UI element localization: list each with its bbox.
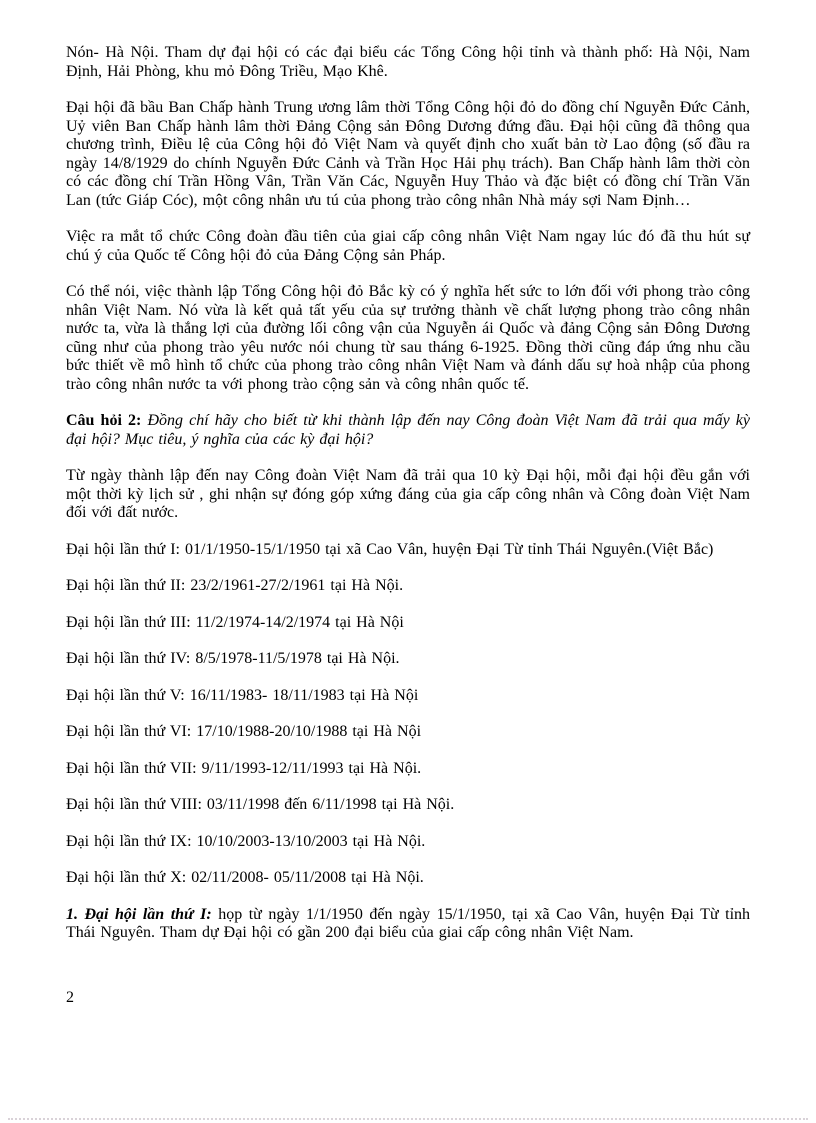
paragraph-central-committee-election: Đại hội đã bầu Ban Chấp hành Trung ương lâm thời Tổng Công hội đỏ do đồng chí Nguyễn Đức Cảnh, Uỷ viên Ban Chấp hành lâm thời Đảng Cộng sản Đông Dương đứng đầu. Đại hội cũng đã thông qua chương trình, Điều lệ của Công hội đỏ Việt Nam và quyết định cho xuất bản tờ Lao động (số đầu ra ngày 14/8/1929 do chính Nguyễn Đức Cảnh và Trần Học Hải phụ trách). Ban Chấp hành lâm thời còn có các đồng chí Trần Hồng Vân, Trần Văn Các, Nguyễn Huy Thảo và đặc biệt có đồng chí Trần Văn Lan (tức Giáp Cóc), một công nhân ưu tú của phong trào công nhân Nhà máy sợi Nam Định… [66, 99, 750, 209]
congress-item-7: Đại hội lần thứ VII: 9/11/1993-12/11/1993 tại Hà Nội. [66, 759, 422, 777]
question-2-text: Đồng chí hãy cho biết từ khi thành lập đến nay Công đoàn Việt Nam đã trải qua mấy kỳ đại hội? Mục tiêu, ý nghĩa của các kỳ đại hội? [66, 412, 751, 448]
question-2-paragraph [66, 412, 750, 449]
paragraph-first-union-attention: Việc ra mắt tổ chức Công đoàn đầu tiên của giai cấp công nhân Việt Nam ngay lúc đó đã thu hút sự chú ý của Quốc tế Công hội đỏ của Đảng Cộng sản Pháp. [66, 228, 750, 264]
congress-item-2: Đại hội lần thứ II: 23/2/1961-27/2/1961 tại Hà Nội. [66, 577, 404, 594]
page-number: 2 [66, 988, 74, 1006]
paragraph-significance: Có thể nói, việc thành lập Tổng Công hội đỏ Bắc kỳ có ý nghĩa hết sức to lớn đối với phong trào công nhân Việt Nam. Nó vừa là kết quả tất yếu của sự trưởng thành về chất lượng phong trào công nhân nước ta, vừa là thắng lợi của đường lối công vận của Nguyễn ái Quốc và đảng Cộng sản Đông Dương cũng như của phong trào yêu nước nói chung từ sau tháng 6-1925. Đồng thời cũng đáp ứng nhu cầu bức thiết về mô hình tổ chức của phong trào công nhân Việt Nam và đánh dấu sự hoà nhập của phong trào công nhân nước ta với phong trào cộng sản và công nhân quốc tế. [66, 283, 750, 393]
section-1-text: họp từ ngày 1/1/1950 đến ngày 15/1/1950, tại xã Cao Vân, huyện Đại Từ tỉnh Thái Nguyên. Tham dự Đại hội có gần 200 đại biểu của giai cấp công nhân Việt Nam. [66, 905, 751, 941]
congress-item-1: Đại hội lần thứ I: 01/1/1950-15/1/1950 tại xã Cao Vân, huyện Đại Từ tỉnh Thái Nguyên.(Việt Bắc) [66, 540, 714, 558]
section-1-label: 1. Đại hội lần thứ I: [66, 905, 212, 923]
page-break-divider [8, 1118, 808, 1120]
congress-item-4: Đại hội lần thứ IV: 8/5/1978-11/5/1978 tại Hà Nội. [66, 650, 400, 667]
continued-paragraph-congress-attendees: Nón- Hà Nội. Tham dự đại hội có các đại biểu các Tổng Công hội tỉnh và thành phố: Hà Nội, Nam Định, Hải Phòng, khu mỏ Đông Triều, Mạo Khê. [66, 44, 750, 80]
congress-item-8: Đại hội lần thứ VIII: 03/11/1998 đến 6/11/1998 tại Hà Nội. [66, 796, 455, 813]
congress-item-6: Đại hội lần thứ VI: 17/10/1988-20/10/1988 tại Hà Nội [66, 723, 422, 740]
congress-item-9: Đại hội lần thứ IX: 10/10/2003-13/10/2003 tại Hà Nội. [66, 832, 426, 850]
congress-item-3: Đại hội lần thứ III: 11/2/1974-14/2/1974 tại Hà Nội [66, 613, 404, 631]
congress-item-5: Đại hội lần thứ V: 16/11/1983- 18/11/1983 tại Hà Nội [66, 686, 419, 704]
question-2-label: Câu hỏi 2: [66, 412, 142, 429]
paragraph-ten-congresses-intro: Từ ngày thành lập đến nay Công đoàn Việt Nam đã trải qua 10 kỳ Đại hội, mỗi đại hội đều gắn với một thời kỳ lịch sử , ghi nhận sự đóng góp xứng đáng của gia cấp công nhân và Công đoàn Việt Nam đối với đất nước. [66, 467, 750, 521]
section-1-first-congress-paragraph [66, 906, 750, 943]
congress-item-10: Đại hội lần thứ X: 02/11/2008- 05/11/2008 tại Hà Nội. [66, 869, 424, 886]
